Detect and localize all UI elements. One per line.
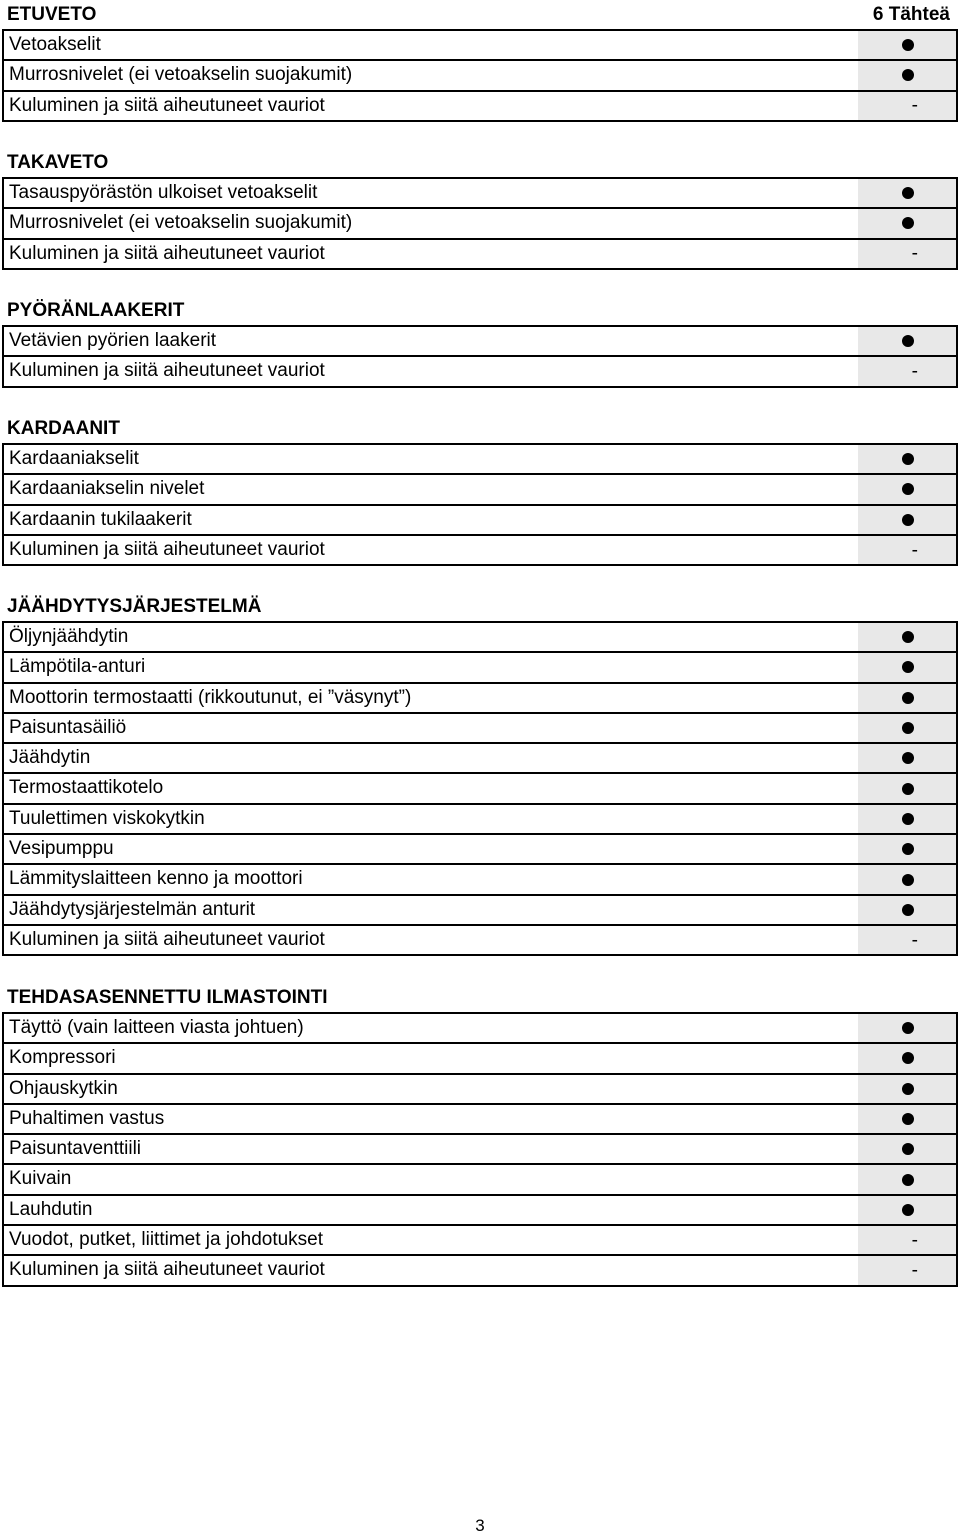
- row-label: Moottorin termostaatti (rikkoutunut, ei ”väsynyt”): [9, 686, 412, 708]
- covered-dot-icon: [902, 1204, 914, 1216]
- table-row: [4, 355, 956, 385]
- row-label: Kuluminen ja siitä aiheutuneet vauriot: [9, 360, 325, 382]
- coverage-cell: [858, 774, 956, 802]
- row-label: Termostaattikotelo: [9, 777, 164, 799]
- section-heading: [2, 983, 958, 1012]
- coverage-cell: [858, 1226, 956, 1254]
- section-title: TAKAVETO: [7, 152, 109, 173]
- section-title: ETUVETO: [7, 4, 97, 25]
- table-row: [4, 712, 956, 742]
- table-row: [4, 1073, 956, 1103]
- coverage-cell: [858, 1135, 956, 1163]
- coverage-cell: [858, 1105, 956, 1133]
- covered-dot-icon: [902, 661, 914, 673]
- covered-dot-icon: [902, 483, 914, 495]
- row-label: Öljynjäähdytin: [9, 626, 129, 647]
- section-4: [2, 592, 958, 956]
- covered-dot-icon: [902, 69, 914, 81]
- covered-dot-icon: [902, 904, 914, 916]
- coverage-cell: [858, 1256, 956, 1284]
- row-label: Lämmityslaitteen kenno ja moottori: [9, 868, 303, 890]
- covered-dot-icon: [902, 874, 914, 886]
- section-heading: [2, 296, 958, 325]
- covered-dot-icon: [902, 631, 914, 643]
- covered-dot-icon: [902, 692, 914, 704]
- covered-dot-icon: [902, 752, 914, 764]
- coverage-cell: [858, 865, 956, 893]
- page-number: 3: [475, 1516, 485, 1535]
- table-row: [4, 207, 956, 237]
- table-row: [4, 863, 956, 893]
- covered-dot-icon: [902, 335, 914, 347]
- row-label: Kuluminen ja siitä aiheutuneet vauriot: [9, 1259, 325, 1281]
- row-label: Kuluminen ja siitä aiheutuneet vauriot: [9, 242, 325, 264]
- row-label: Kuluminen ja siitä aiheutuneet vauriot: [9, 94, 325, 116]
- table-row: [4, 90, 956, 120]
- coverage-cell: [858, 896, 956, 924]
- section-3: [2, 414, 958, 566]
- row-label: Täyttö (vain laitteen viasta johtuen): [9, 1017, 304, 1038]
- coverage-cell: [858, 1075, 956, 1103]
- table-row: [4, 1042, 956, 1072]
- row-label: Paisuntasäiliö: [9, 716, 127, 738]
- not-covered-dash-icon: -: [911, 360, 918, 382]
- coverage-cell: [858, 31, 956, 59]
- coverage-cell: [858, 623, 956, 651]
- table-row: [4, 1133, 956, 1163]
- row-label: Vetoakselit: [9, 34, 101, 55]
- coverage-cell: [858, 240, 956, 268]
- covered-dot-icon: [902, 514, 914, 526]
- table-row: [4, 742, 956, 772]
- table-row: [4, 1014, 956, 1042]
- covered-dot-icon: [902, 1143, 914, 1155]
- row-label: Jäähdytysjärjestelmän anturit: [9, 898, 256, 920]
- table-row: [4, 179, 956, 207]
- table-row: [4, 59, 956, 89]
- coverage-cell: [858, 835, 956, 863]
- not-covered-dash-icon: -: [911, 95, 918, 117]
- covered-dot-icon: [902, 1052, 914, 1064]
- not-covered-dash-icon: -: [911, 243, 918, 265]
- table-row: [4, 1254, 956, 1284]
- table-row: [4, 682, 956, 712]
- row-label: Kuivain: [9, 1168, 72, 1190]
- row-label: Vesipumppu: [9, 838, 114, 860]
- table-row: [4, 1224, 956, 1254]
- section-0: [2, 0, 958, 122]
- table-row: [4, 924, 956, 954]
- table-row: [4, 1163, 956, 1193]
- row-label: Murrosnivelet (ei vetoakselin suojakumit): [9, 64, 353, 86]
- row-label: Kardaaniakselin nivelet: [9, 478, 205, 500]
- row-label: Lämpötila-anturi: [9, 656, 146, 678]
- section-heading: [2, 0, 958, 29]
- table-row: [4, 833, 956, 863]
- covered-dot-icon: [902, 1083, 914, 1095]
- section-heading: [2, 414, 958, 443]
- coverage-cell: [858, 653, 956, 681]
- covered-dot-icon: [902, 453, 914, 465]
- table-row: [4, 504, 956, 534]
- coverage-cell: [858, 475, 956, 503]
- row-label: Puhaltimen vastus: [9, 1107, 165, 1129]
- row-label: Murrosnivelet (ei vetoakselin suojakumit): [9, 212, 353, 234]
- row-label: Jäähdytin: [9, 747, 91, 769]
- covered-dot-icon: [902, 187, 914, 199]
- covered-dot-icon: [902, 1022, 914, 1034]
- section-table: [2, 29, 958, 122]
- row-label: Kuluminen ja siitä aiheutuneet vauriot: [9, 928, 325, 950]
- row-label: Kuluminen ja siitä aiheutuneet vauriot: [9, 538, 325, 560]
- covered-dot-icon: [902, 783, 914, 795]
- coverage-cell: [858, 1196, 956, 1224]
- section-5: [2, 983, 958, 1287]
- table-row: [4, 445, 956, 473]
- section-title: JÄÄHDYTYSJÄRJESTELMÄ: [7, 596, 262, 617]
- table-row: [4, 803, 956, 833]
- covered-dot-icon: [902, 813, 914, 825]
- covered-dot-icon: [902, 1113, 914, 1125]
- table-row: [4, 238, 956, 268]
- coverage-cell: [858, 357, 956, 385]
- coverage-cell: [858, 684, 956, 712]
- coverage-cell: [858, 1014, 956, 1042]
- coverage-cell: [858, 327, 956, 355]
- table-row: [4, 1103, 956, 1133]
- covered-dot-icon: [902, 722, 914, 734]
- coverage-cell: [858, 805, 956, 833]
- coverage-cell: [858, 61, 956, 89]
- table-row: [4, 651, 956, 681]
- section-title: KARDAANIT: [7, 418, 120, 439]
- table-row: [4, 31, 956, 59]
- coverage-cell: [858, 714, 956, 742]
- section-title: PYÖRÄNLAAKERIT: [7, 300, 185, 321]
- section-table: [2, 177, 958, 270]
- row-label: Vetävien pyörien laakerit: [9, 330, 217, 351]
- section-2: [2, 296, 958, 388]
- covered-dot-icon: [902, 39, 914, 51]
- row-label: Kardaanin tukilaakerit: [9, 508, 192, 530]
- section-table: [2, 443, 958, 566]
- section-1: [2, 148, 958, 270]
- row-label: Tasauspyörästön ulkoiset vetoakselit: [9, 182, 318, 203]
- section-heading: [2, 592, 958, 621]
- row-label: Tuulettimen viskokytkin: [9, 807, 205, 829]
- row-label: Kardaaniakselit: [9, 448, 139, 469]
- row-label: Vuodot, putket, liittimet ja johdotukset: [9, 1229, 324, 1251]
- coverage-cell: [858, 1044, 956, 1072]
- coverage-cell: [858, 744, 956, 772]
- coverage-cell: [858, 926, 956, 954]
- row-label: Kompressori: [9, 1047, 116, 1069]
- coverage-cell: [858, 1165, 956, 1193]
- not-covered-dash-icon: -: [911, 1229, 918, 1251]
- section-title: TEHDASASENNETTU ILMASTOINTI: [7, 987, 328, 1008]
- not-covered-dash-icon: -: [911, 1260, 918, 1282]
- coverage-cell: [858, 179, 956, 207]
- row-label: Lauhdutin: [9, 1198, 93, 1220]
- row-label: Paisuntaventtiili: [9, 1138, 142, 1160]
- table-row: [4, 534, 956, 564]
- column-header: 6 Tähteä: [872, 4, 950, 25]
- covered-dot-icon: [902, 217, 914, 229]
- section-table: [2, 1012, 958, 1287]
- section-table: [2, 621, 958, 956]
- not-covered-dash-icon: -: [911, 929, 918, 951]
- table-row: [4, 894, 956, 924]
- not-covered-dash-icon: -: [911, 539, 918, 561]
- coverage-cell: [858, 92, 956, 120]
- coverage-cell: [858, 506, 956, 534]
- section-heading: [2, 148, 958, 177]
- coverage-cell: [858, 536, 956, 564]
- section-table: [2, 325, 958, 388]
- covered-dot-icon: [902, 1174, 914, 1186]
- coverage-cell: [858, 209, 956, 237]
- covered-dot-icon: [902, 843, 914, 855]
- table-row: [4, 327, 956, 355]
- row-label: Ohjauskytkin: [9, 1077, 118, 1099]
- coverage-cell: [858, 445, 956, 473]
- table-row: [4, 772, 956, 802]
- table-row: [4, 623, 956, 651]
- table-row: [4, 1194, 956, 1224]
- table-row: [4, 473, 956, 503]
